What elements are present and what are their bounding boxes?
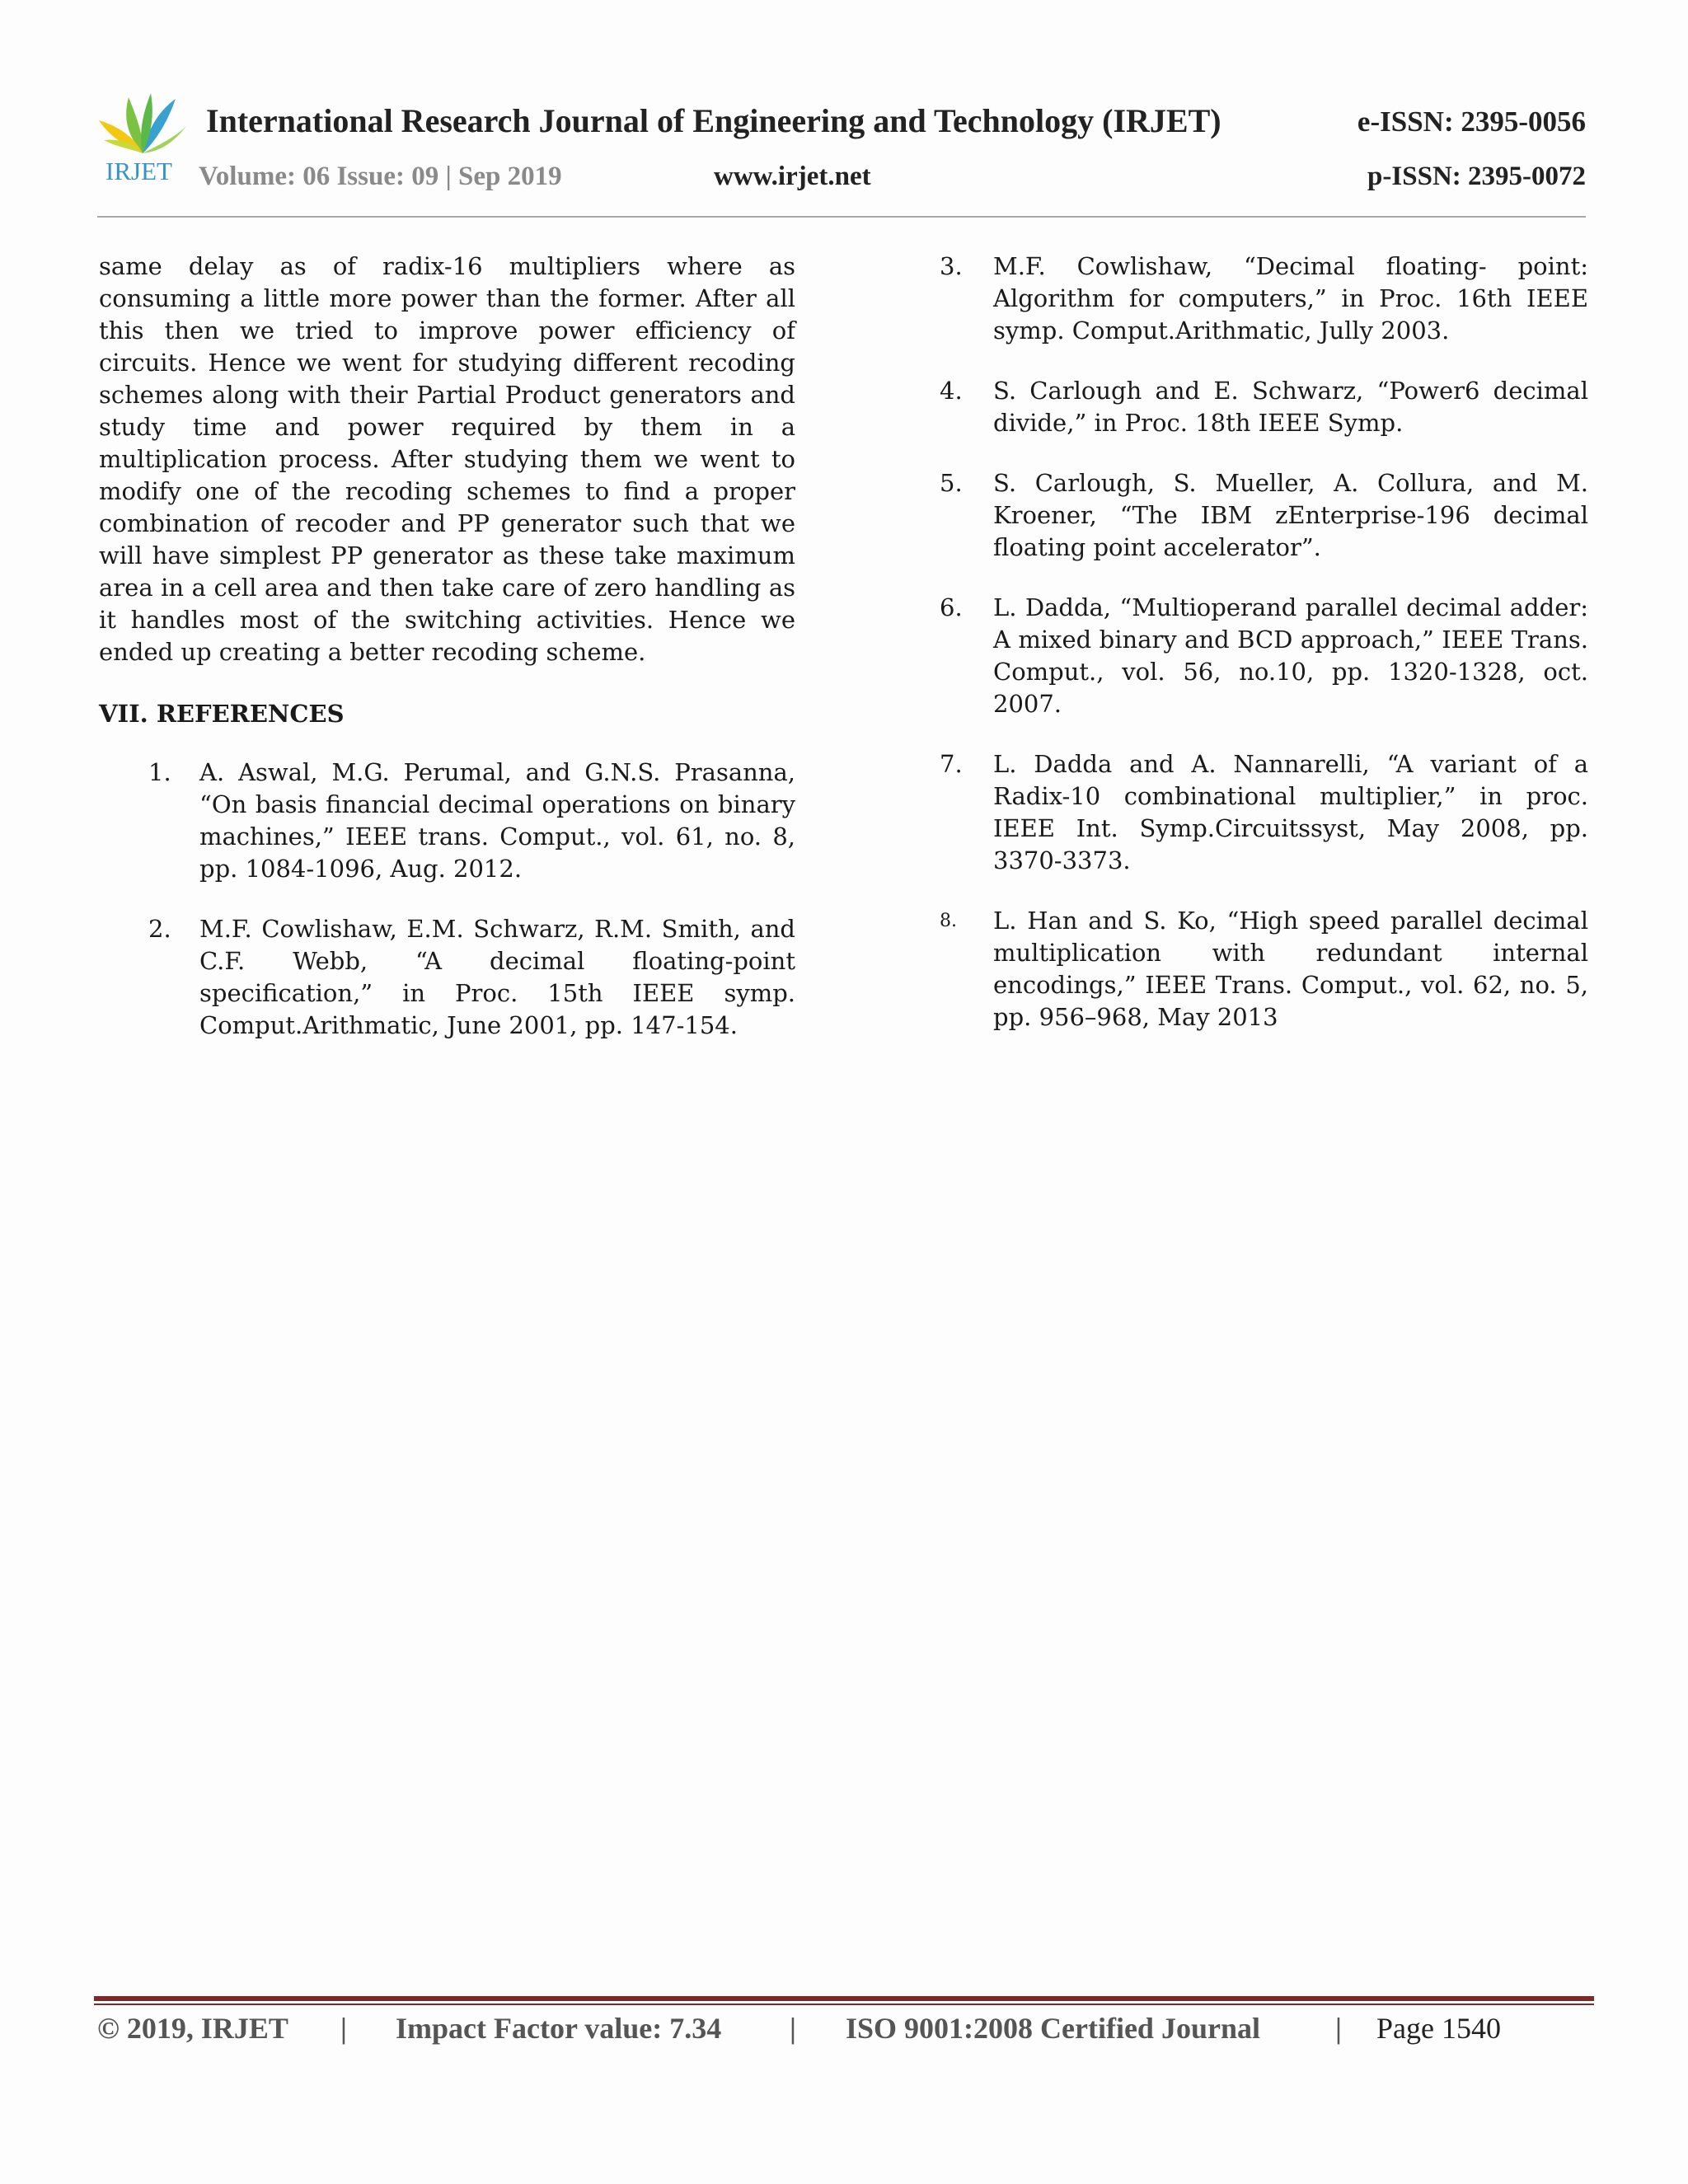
reference-number: 5.	[940, 469, 963, 497]
reference-number: 8.	[940, 911, 957, 931]
footer-separator: |	[790, 2012, 796, 2045]
journal-website-link[interactable]: www.irjet.net	[714, 162, 871, 191]
reference-item	[940, 467, 1588, 564]
header-divider	[97, 216, 1586, 218]
reference-text: M.F. Cowlishaw, “Decimal floating- point: Algorithm for computers,” in Proc. 16th IEEE symp. Comput.Arithmatic, Jully 2003.	[993, 252, 1588, 344]
reference-item	[940, 375, 1588, 439]
conclusion-paragraph: same delay as of radix-16 multipliers where as consuming a little more power than the former. After all this then we tried to improve power efficiency of circuits. Hence we went for studying different recoding schemes along with their Partial Product generators and study time and power required by them in a multiplication process. After studying them we went to modify one of the recoding schemes to find a proper combination of recoder and PP generator such that we will have simplest PP generator as these take maximum area in a cell area and then take care of zero handling as it handles most of the switching activities. Hence we ended up creating a better recoding scheme.	[99, 252, 795, 666]
reference-text: L. Dadda, “Multioperand parallel decimal adder: A mixed binary and BCD approach,” IEEE Trans. Comput., vol. 56, no.10, pp. 1320-1328, oct. 2007.	[993, 593, 1588, 718]
left-column	[99, 251, 795, 1070]
reference-item	[940, 592, 1588, 720]
reference-text: L. Han and S. Ko, “High speed parallel decimal multiplication with redundant internal encodings,” IEEE Trans. Comput., vol. 62, no. 5, pp. 956–968, May 2013	[993, 907, 1588, 1031]
reference-text: M.F. Cowlishaw, E.M. Schwarz, R.M. Smith, and C.F. Webb, “A decimal floating-point specification,” in Proc. 15th IEEE symp. Comput.Arithmatic, June 2001, pp. 147-154.	[199, 915, 795, 1039]
reference-text: A. Aswal, M.G. Perumal, and G.N.S. Prasanna, “On basis financial decimal operations on binary machines,” IEEE trans. Comput., vol. 61, no. 8, pp. 1084-1096, Aug. 2012.	[199, 758, 795, 883]
reference-item	[99, 913, 795, 1042]
reference-number: 3.	[940, 252, 963, 280]
reference-text: L. Dadda and A. Nannarelli, “A variant of a Radix-10 combinational multiplier,” in proc. IEEE Int. Symp.Circuitssyst, May 2008, pp. 3370-3373.	[993, 750, 1588, 874]
logo-text: IRJET	[106, 157, 172, 185]
reference-number: 6.	[940, 593, 963, 621]
footer-divider-thin	[94, 2004, 1594, 2005]
reference-text: S. Carlough, S. Mueller, A. Collura, and M. Kroener, “The IBM zEnterprise-196 decimal floating point accelerator”.	[993, 469, 1588, 561]
footer-page-number: Page 1540	[1376, 2012, 1501, 2045]
footer-iso-certification: ISO 9001:2008 Certified Journal	[846, 2012, 1260, 2045]
reference-item	[940, 748, 1588, 877]
reference-number: 4.	[940, 377, 963, 405]
footer-copyright: © 2019, IRJET	[97, 2012, 288, 2045]
footer-separator: |	[340, 2012, 347, 2045]
reference-number: 7.	[940, 750, 963, 778]
reference-item	[940, 251, 1588, 347]
irjet-logo	[97, 89, 188, 192]
volume-issue: Volume: 06 Issue: 09 | Sep 2019	[199, 162, 562, 191]
reference-number: 1.	[148, 758, 171, 786]
reference-item	[940, 905, 1588, 1033]
reference-number: 2.	[148, 915, 171, 943]
pissn: p-ISSN: 2395-0072	[1367, 162, 1586, 191]
right-column	[940, 251, 1588, 1062]
journal-title: International Research Journal of Engineering and Technology (IRJET)	[206, 102, 1221, 139]
leaf-icon	[97, 89, 188, 163]
page-footer	[97, 2011, 1597, 2060]
eissn: e-ISSN: 2395-0056	[1357, 105, 1586, 138]
page-header	[97, 89, 1586, 221]
reference-item	[99, 757, 795, 885]
reference-text: S. Carlough and E. Schwarz, “Power6 decimal divide,” in Proc. 18th IEEE Symp.	[993, 377, 1588, 437]
footer-impact-factor: Impact Factor value: 7.34	[396, 2012, 722, 2045]
footer-divider-thick	[94, 1996, 1594, 2001]
footer-separator: |	[1335, 2012, 1342, 2045]
references-heading: VII. REFERENCES	[99, 700, 345, 728]
